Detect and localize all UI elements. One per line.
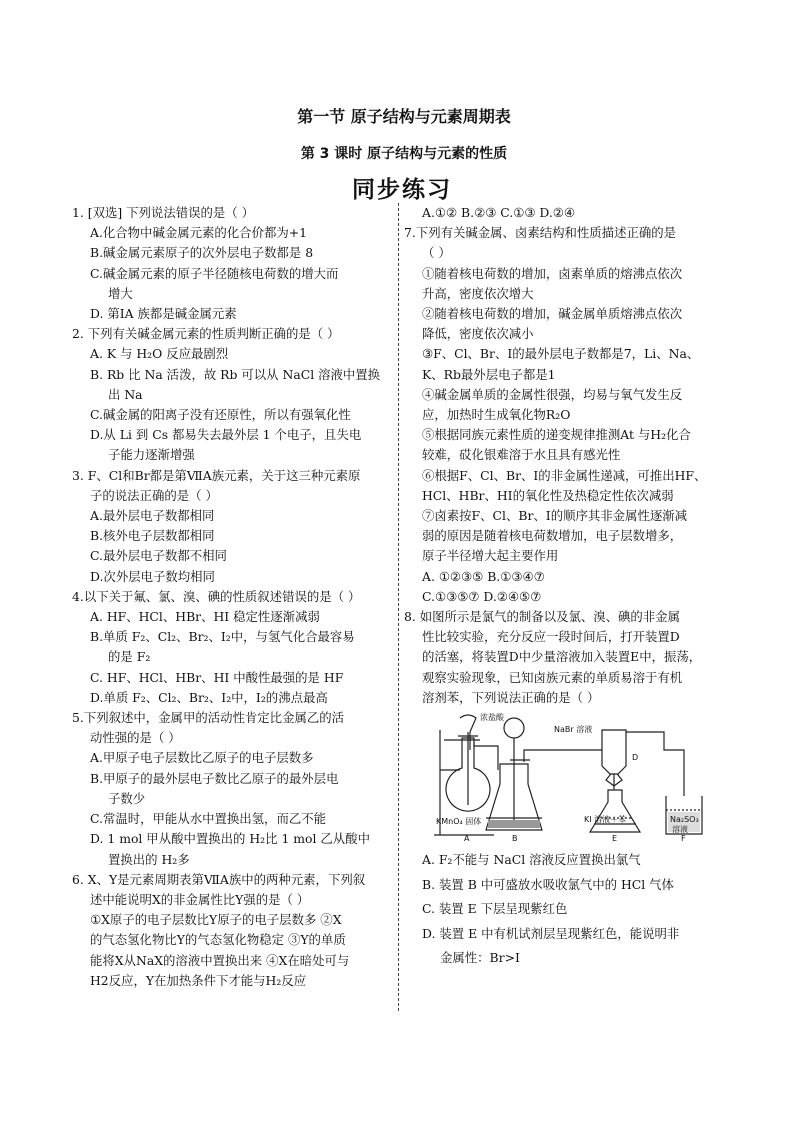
label-a: A xyxy=(464,834,470,843)
text-line: B. 装置 B 中可盛放水吸收氯气中的 HCl 气体 xyxy=(422,876,674,892)
text-line: 升高，密度依次增大 xyxy=(422,285,534,301)
title-block xyxy=(0,104,794,204)
text-line: ①随着核电荷数的增加，卤素单质的熔沸点依次 xyxy=(422,265,683,281)
label-d: D xyxy=(632,753,639,763)
text-line: H2反应，Y在加热条件下才能与H₂反应 xyxy=(90,972,307,988)
text-line: A. ①②③⑤ B.①③④⑦ xyxy=(422,568,545,584)
text-line: ⑤根据同族元素性质的递变规律推测At 与H₂化合 xyxy=(422,427,691,443)
text-line: 6. X、Y是元素周期表第ⅦA族中的两种元素，下列叙 xyxy=(72,871,366,887)
text-line: 原子半径增大起主要作用 xyxy=(422,548,559,564)
text-line: 弱的原因是随着核电荷数增加，电子层数增多， xyxy=(422,528,683,544)
text-line: 1. [双选] 下列说法错误的是（ ） xyxy=(72,205,254,220)
text-line: 7.下列有关碱金属、卤素结构和性质描述正确的是 xyxy=(404,225,677,241)
text-line: 的活塞，将装置D中少量溶液加入装置E中，振荡， xyxy=(422,649,702,665)
text-line: B. Rb 比 Na 活泼，故 Rb 可以从 NaCl 溶液中置换 xyxy=(90,366,381,382)
label-solution: 溶液 xyxy=(672,825,688,835)
text-line: D.单质 F₂、Cl₂、Br₂、I₂中，I₂的沸点最高 xyxy=(90,689,328,705)
section-title: 第一节 原子结构与元素周期表 xyxy=(297,107,511,126)
text-line: 性比较实验，充分反应一段时间后，打开装置D xyxy=(422,629,680,645)
text-line: C.最外层电子数都不相同 xyxy=(90,548,227,564)
text-line: A. K 与 H₂O 反应最剧烈 xyxy=(90,346,229,362)
text-line: ⑥根据F、Cl、Br、I的非金属性递减，可推出HF、 xyxy=(422,467,707,483)
text-line: 出 Na xyxy=(108,386,143,402)
text-line: B.核外电子层数都相同 xyxy=(90,528,215,544)
right-column-top xyxy=(404,203,734,708)
text-line: 子能力逐渐增强 xyxy=(108,447,195,463)
text-line: 4.以下关于氟、氯、溴、碘的性质叙述错误的是（ ） xyxy=(72,588,361,604)
text-line: D. 1 mol 甲从酸中置换出的 H₂比 1 mol 乙从酸中 xyxy=(90,831,370,847)
text-line: C.常温时，甲能从水中置换出氢，而乙不能 xyxy=(90,811,327,827)
text-line: 金属性：Br>I xyxy=(440,950,520,966)
text-line: 能将X从NaX的溶液中置换出来 ④X在暗处可与 xyxy=(90,952,350,968)
text-line: A.①② B.②③ C.①③ D.②④ xyxy=(422,205,576,220)
text-line: B.碱金属元素原子的次外层电子数都是 8 xyxy=(90,245,314,261)
text-line: K、Rb最外层电子都是1 xyxy=(422,366,556,382)
text-line: 动性强的是（ ） xyxy=(90,730,181,746)
text-line: 子数少 xyxy=(108,790,146,806)
label-ki: KI 溶液＋苯 xyxy=(584,815,627,825)
text-line: D. 装置 E 中有机试剂层呈现紫红色，能说明非 xyxy=(422,925,680,941)
text-line: C.碱金属的阳离子没有还原性，所以有强氧化性 xyxy=(90,407,351,423)
text-line: A.化合物中碱金属元素的化合价都为+1 xyxy=(90,225,308,241)
lesson-title: 第 3 课时 原子结构与元素的性质 xyxy=(300,146,508,162)
text-line: ②随着核电荷数的增加，碱金属单质熔沸点依次 xyxy=(422,306,683,322)
text-line: B.单质 F₂、Cl₂、Br₂、I₂中，与氢气化合最容易 xyxy=(90,629,355,645)
text-line: 置换出的 H₂多 xyxy=(108,851,190,867)
text-line: ①X原子的电子层数比Y原子的电子层数多 ②X xyxy=(90,912,342,928)
label-kmno4: KMnO₄ 固体 xyxy=(436,817,482,827)
text-line: 较难，砹化银难溶于水且具有感光性 xyxy=(422,447,621,463)
text-line: 子的说法正确的是（ ） xyxy=(90,487,218,503)
text-line: C. 装置 E 下层呈现紫红色 xyxy=(422,901,568,917)
text-line: 3. F、Cl和Br都是第ⅦA族元素，关于这三种元素原 xyxy=(72,467,361,483)
apparatus-figure xyxy=(434,710,714,842)
label-e: E xyxy=(612,834,618,843)
label-hcl: 浓盐酸 xyxy=(480,713,504,723)
text-line: A.最外层电子数都相同 xyxy=(90,508,215,524)
text-line: D.从 Li 到 Cs 都易失去最外层 1 个电子，且失电 xyxy=(90,427,362,443)
text-line: 降低，密度依次减小 xyxy=(422,326,534,342)
text-line: C.①③⑤⑦ D.②④⑤⑦ xyxy=(422,588,542,604)
label-na2so3: Na₂SO₃ xyxy=(670,815,699,825)
text-line: D.次外层电子数均相同 xyxy=(90,568,215,584)
text-line: 观察实验现象，已知卤族元素的单质易溶于有机 xyxy=(422,669,683,685)
text-line: ⑦卤素按F、Cl、Br、I的顺序其非金属性逐渐减 xyxy=(422,508,687,524)
label-b: B xyxy=(512,834,518,843)
right-column-bottom xyxy=(404,848,734,971)
text-line: 述中能说明X的非金属性比Y强的是（ ） xyxy=(90,891,310,907)
text-line: C.碱金属元素的原子半径随核电荷数的增大而 xyxy=(90,265,339,281)
text-line: 5.下列叙述中，金属甲的活动性肯定比金属乙的活 xyxy=(72,710,345,726)
text-line: HCl、HBr、HI的氧化性及热稳定性依次减弱 xyxy=(422,487,674,503)
text-line: 8. 如图所示是氯气的制备以及氯、溴、碘的非金属 xyxy=(404,609,680,625)
text-line: A. HF、HCl、HBr、HI 稳定性逐渐减弱 xyxy=(90,609,320,625)
text-line: 的气态氢化物比Y的气态氢化物稳定 ③Y的单质 xyxy=(90,932,346,948)
text-line: （ ） xyxy=(422,245,451,261)
text-line: A. F₂不能与 NaCl 溶液反应置换出氯气 xyxy=(422,852,641,868)
label-f: F xyxy=(681,834,686,843)
text-line: 增大 xyxy=(108,285,133,301)
text-line: 2. 下列有关碱金属元素的性质判断正确的是（ ） xyxy=(72,326,340,342)
text-line: 的是 F₂ xyxy=(108,649,151,665)
column-divider xyxy=(398,203,399,1011)
right-column xyxy=(404,203,734,971)
text-line: 应，加热时生成氧化物R₂O xyxy=(422,407,571,423)
text-line: D. 第ⅠA 族都是碱金属元素 xyxy=(90,306,237,322)
label-nabr: NaBr 溶液 xyxy=(554,725,593,735)
practice-title: 同步练习 xyxy=(352,177,452,203)
text-line: A.甲原子电子层数比乙原子的电子层数多 xyxy=(90,750,314,766)
text-line: ③F、Cl、Br、I的最外层电子数都是7，Li、Na、 xyxy=(422,346,700,362)
apparatus-diagram xyxy=(434,710,714,842)
left-column xyxy=(72,203,394,991)
text-line: C. HF、HCl、HBr、HI 中酸性最强的是 HF xyxy=(90,669,344,685)
text-line: ④碱金属单质的金属性很强，均易与氧气发生反 xyxy=(422,386,683,402)
text-line: 溶剂苯，下列说法正确的是（ ） xyxy=(422,689,600,705)
text-line: B.甲原子的最外层电子数比乙原子的最外层电 xyxy=(90,770,339,786)
